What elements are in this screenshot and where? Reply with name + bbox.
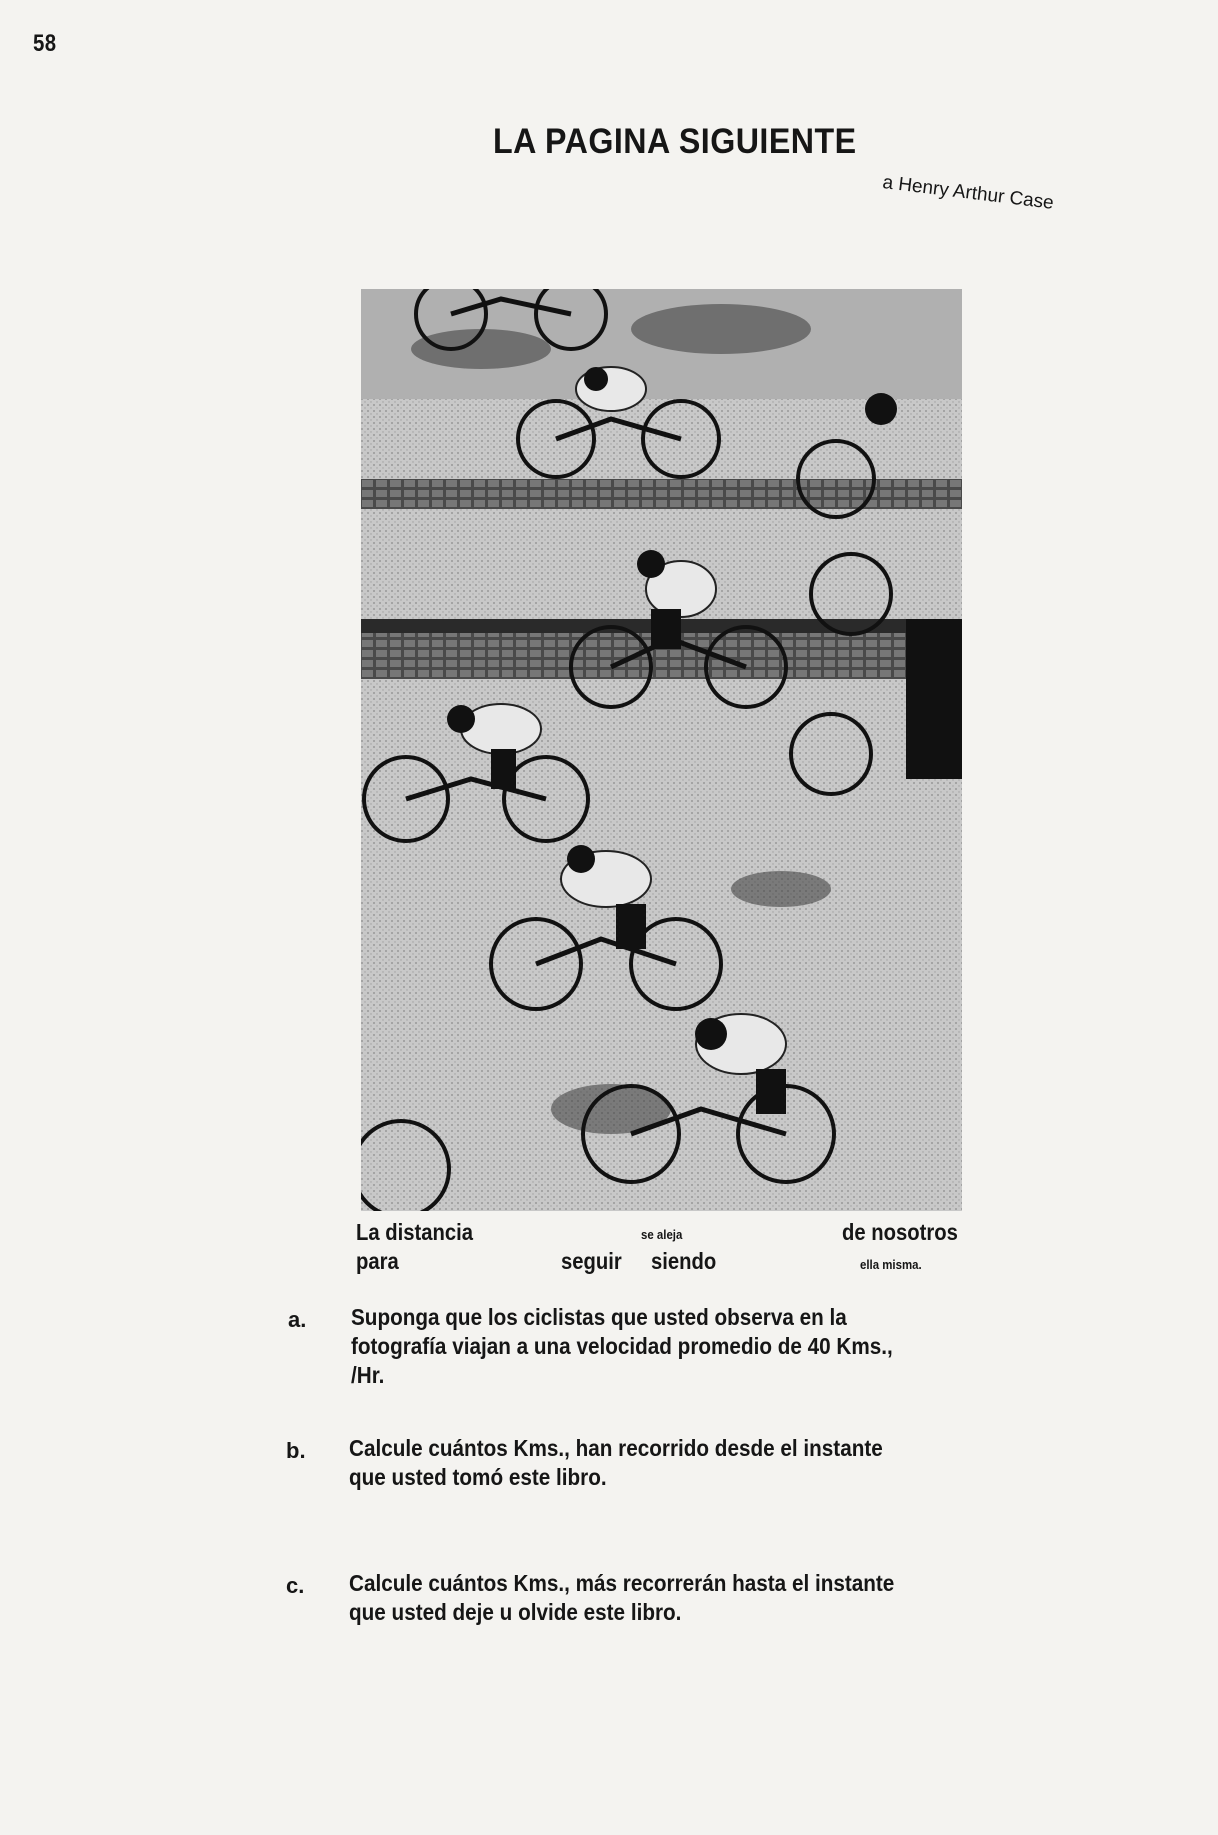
page-number: 58 [33, 30, 57, 57]
item-b-text: Calcule cuántos Kms., han recorrido desde el instante que usted tomó este libro. [349, 1435, 883, 1490]
item-a-letter: a. [288, 1307, 307, 1332]
cyclists-photo-icon [361, 289, 962, 1211]
caption-se-aleja: se aleja [641, 1227, 683, 1242]
cyclists-photo [361, 289, 962, 1211]
item-c-text: Calcule cuántos Kms., más recorrerán hasta el instante que usted deje u olvide este libro. [349, 1570, 895, 1625]
caption-ella-misma: ella misma. [860, 1257, 922, 1272]
caption-siendo: siendo [651, 1248, 717, 1274]
caption-para: para [356, 1248, 399, 1274]
caption-seguir: seguir [561, 1248, 622, 1274]
item-c-letter: c. [286, 1573, 305, 1598]
dedication: a Henry Arthur Case [881, 172, 1055, 214]
caption-la-distancia: La distancia [356, 1219, 473, 1245]
item-a-text: Suponga que los ciclistas que usted observa en la fotografía viajan a una velocidad promedio de 40 Kms., /Hr. [351, 1304, 893, 1388]
page-title: LA PAGINA SIGUIENTE [493, 122, 857, 161]
caption-de-nosotros: de nosotros [842, 1219, 958, 1245]
item-b-letter: b. [286, 1438, 306, 1463]
